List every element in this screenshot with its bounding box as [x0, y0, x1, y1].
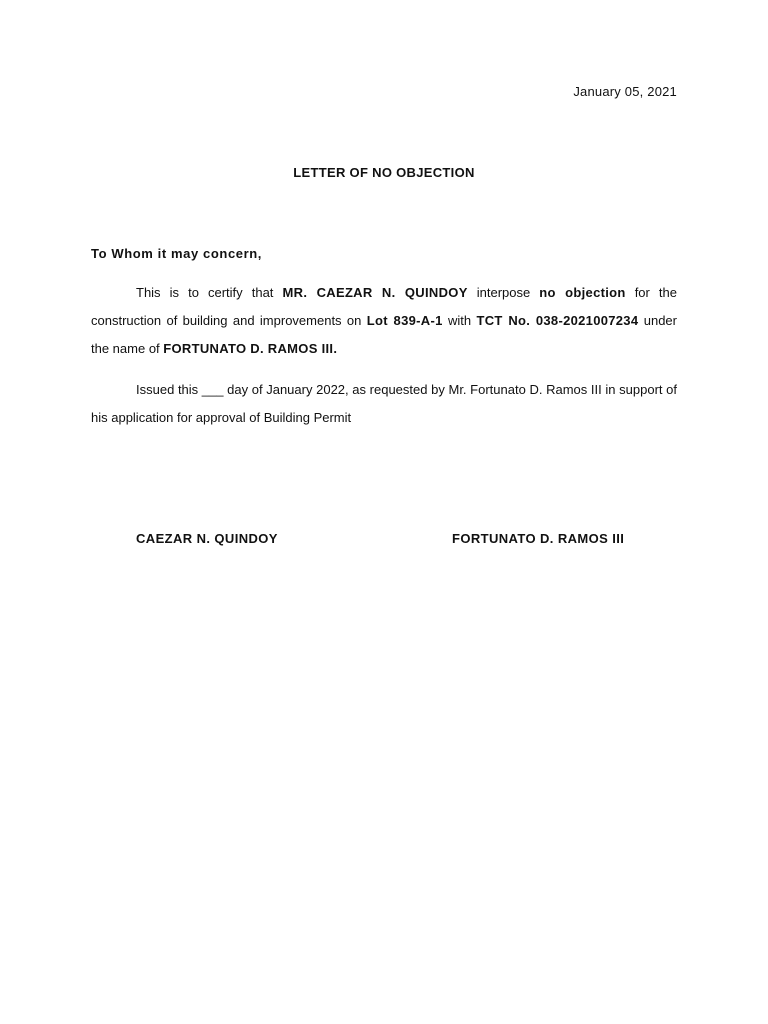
paragraph-text: for the construction of building and improvements on: [91, 285, 678, 328]
paragraph-text: interpose: [467, 285, 540, 300]
no-objection-phrase: no objection: [539, 285, 626, 300]
certifier-name: MR. CAEZAR N. QUINDOY: [282, 285, 468, 300]
signatory-right: FORTUNATO D. RAMOS III: [452, 531, 625, 546]
tct-number: TCT No. 038-2021007234: [476, 313, 639, 328]
paragraph-text: under the name of: [91, 313, 677, 356]
lot-number: Lot 839-A-1: [366, 313, 443, 328]
certification-paragraph: [91, 279, 677, 363]
owner-name: FORTUNATO D. RAMOS III.: [163, 341, 338, 356]
letter-title: LETTER OF NO OBJECTION: [293, 165, 475, 180]
issuance-paragraph: Issued this ___ day of January 2022, as requested by Mr. Fortunato D. Ramos III in support of his application for approval of Building Permit: [91, 382, 677, 425]
signatory-left: CAEZAR N. QUINDOY: [136, 531, 278, 546]
paragraph-text: This is to certify that: [136, 285, 283, 300]
salutation: To Whom it may concern,: [91, 246, 263, 261]
paragraph-text: with: [442, 313, 477, 328]
letter-date: January 05, 2021: [573, 84, 677, 99]
